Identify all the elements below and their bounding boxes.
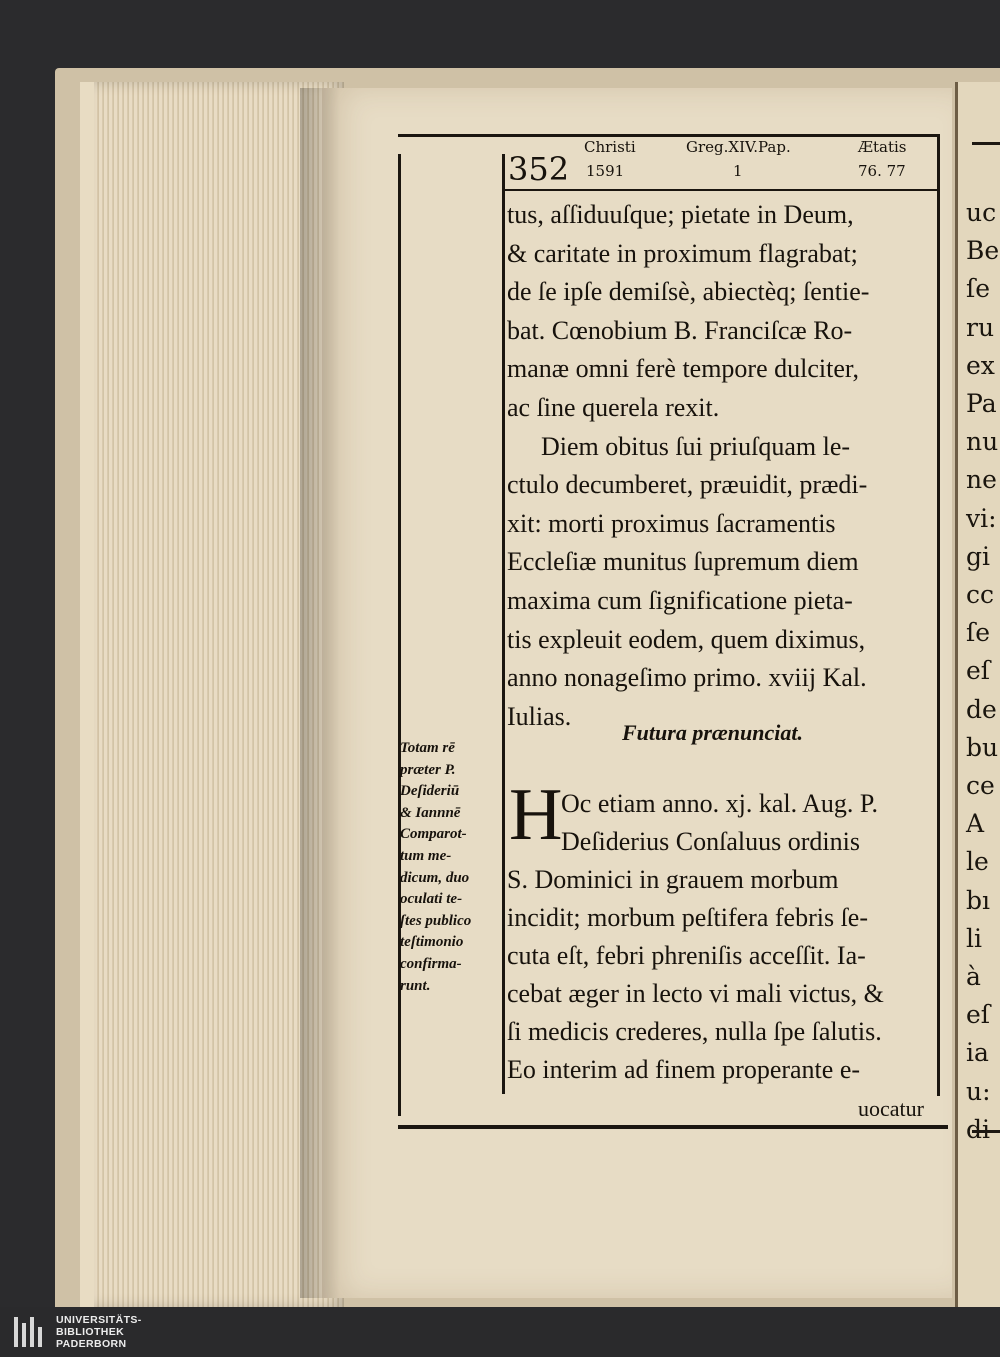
library-logo-text [56, 1314, 142, 1350]
text-line: Eo interim ad finem properante e- [507, 1055, 861, 1084]
text-line: cebat æger in lecto vi mali victus, & [507, 979, 884, 1008]
text-line: ctulo decumberet, præuidit, prædi- [507, 470, 868, 500]
facing-page-fragment: Pa [966, 389, 997, 418]
margin-note-line: runt. [400, 977, 431, 994]
drop-cap: H [509, 774, 563, 856]
margin-note-line: dicum, duo [400, 869, 470, 886]
text-line: xit: morti proximus ſacramentis [507, 508, 836, 538]
margin-note-line: confirma- [400, 955, 462, 972]
footer-bar [0, 1307, 1000, 1357]
logo-line: BIBLIOTHEK [56, 1326, 125, 1338]
facing-page-fragment: ia [966, 1038, 989, 1068]
header-christi: Christi [584, 138, 636, 156]
text-line: tus, aſſiduuſque; pietate in Deum, [507, 200, 854, 229]
header-rule [502, 189, 938, 191]
column-rule [502, 154, 505, 1094]
margin-note-line: Totam rē [400, 740, 455, 756]
top-rule [398, 134, 938, 137]
facing-page-fragment: le [966, 847, 989, 877]
text-line: bat. Cœnobium B. Franciſcæ Ro- [507, 315, 853, 345]
facing-page-fragment: bu [966, 732, 999, 762]
facing-page-fragment: ex [966, 350, 995, 380]
header-year: 1591 [586, 162, 625, 180]
facing-page-fragment: gi [966, 541, 990, 571]
text-line: manæ omni ferè tempore dulciter, [507, 354, 860, 384]
header-aetatis: Ætatis [858, 138, 907, 156]
text-line: Iulias. [507, 701, 572, 731]
text-line: ac ſine querela rexit. [507, 392, 720, 422]
library-logo-icon [14, 1317, 50, 1347]
text-line: S. Dominici in grauem morbum [507, 865, 839, 894]
text-line: de ſe ipſe demiſsè, abiectèq; ſentie- [507, 277, 870, 307]
text-line: maxima cum ſignificatione pieta- [507, 585, 853, 615]
margin-note-line: ſtes publico [400, 912, 472, 929]
facing-page-fragment: à [966, 962, 981, 991]
margin-note-line: & Iannnē [400, 804, 461, 821]
bottom-rule [398, 1125, 948, 1129]
header-pontificate-year: 1 [733, 162, 743, 180]
text-line: Eccleſiæ munitus ſupremum diem [507, 547, 859, 577]
facing-page-fragment: uc [966, 198, 997, 227]
facing-page-fragment: di [966, 1114, 990, 1144]
page-number: 352 [508, 150, 570, 188]
text-line: incidit; morbum peſtifera febris ſe- [507, 903, 868, 932]
text-line: Oc etiam anno. xj. kal. Aug. P. [561, 789, 879, 818]
catchword: uocatur [858, 1096, 924, 1121]
facing-page-fragment: ſe [966, 274, 991, 304]
margin-note-line: oculati te- [400, 891, 463, 908]
logo-line: PADERBORN [56, 1338, 127, 1350]
facing-page-fragment: nu [966, 427, 999, 457]
facing-page-fragment: ſe [966, 618, 991, 648]
header-pope: Greg.XIV.Pap. [686, 138, 791, 156]
facing-page-fragment: u: [966, 1076, 991, 1106]
facing-page-rule [972, 1130, 1000, 1133]
facing-page-fragment: Be [966, 236, 1000, 266]
text-line: & caritate in proximum flagrabat; [507, 238, 858, 268]
facing-page-fragment: eſ [966, 656, 991, 686]
margin-note-line: teſtimonio [400, 934, 464, 951]
facing-page-fragment: li [966, 923, 982, 953]
section-heading: Futura prænunciat. [622, 720, 803, 745]
text-line: tis expleuit eodem, quem diximus, [507, 624, 866, 654]
text-line: cuta eſt, febri phreniſis acceſſit. Ia- [507, 941, 866, 970]
spine-shadow [300, 88, 340, 1298]
facing-page-fragment: ce [966, 771, 995, 800]
facing-page-fragment: cc [966, 580, 995, 609]
facing-page-fragment: ne [966, 465, 997, 495]
text-line: Diem obitus ſui priuſquam le- [541, 431, 851, 461]
margin-rule-right [937, 134, 940, 1096]
margin-note-line: Comparot- [400, 826, 467, 843]
margin-note-line: præter P. [400, 761, 456, 778]
margin-note [400, 738, 500, 997]
header-age: 76. 77 [858, 162, 906, 180]
logo-line: UNIVERSITÄTS- [56, 1314, 142, 1326]
main-text-continued [507, 785, 937, 1089]
facing-page-fragment: A [966, 809, 985, 839]
facing-page-rule [972, 142, 1000, 145]
facing-page-edge [955, 82, 1000, 1307]
main-text [507, 196, 935, 736]
facing-page-fragment: bı [966, 885, 990, 915]
facing-page-fragment: eſ [966, 1000, 991, 1030]
facing-page-fragment: vi: [966, 503, 997, 533]
facing-page-fragment: de [966, 694, 997, 724]
text-line: Deſiderius Conſaluus ordinis [561, 827, 860, 856]
margin-note-line: tum me- [400, 847, 452, 864]
facing-page-fragment: ru [966, 312, 995, 342]
text-line: ſi medicis crederes, nulla ſpe ſalutis. [507, 1017, 882, 1046]
text-line: anno nonageſimo primo. xviij Kal. [507, 663, 867, 693]
margin-note-line: Deſideriū [400, 783, 460, 800]
